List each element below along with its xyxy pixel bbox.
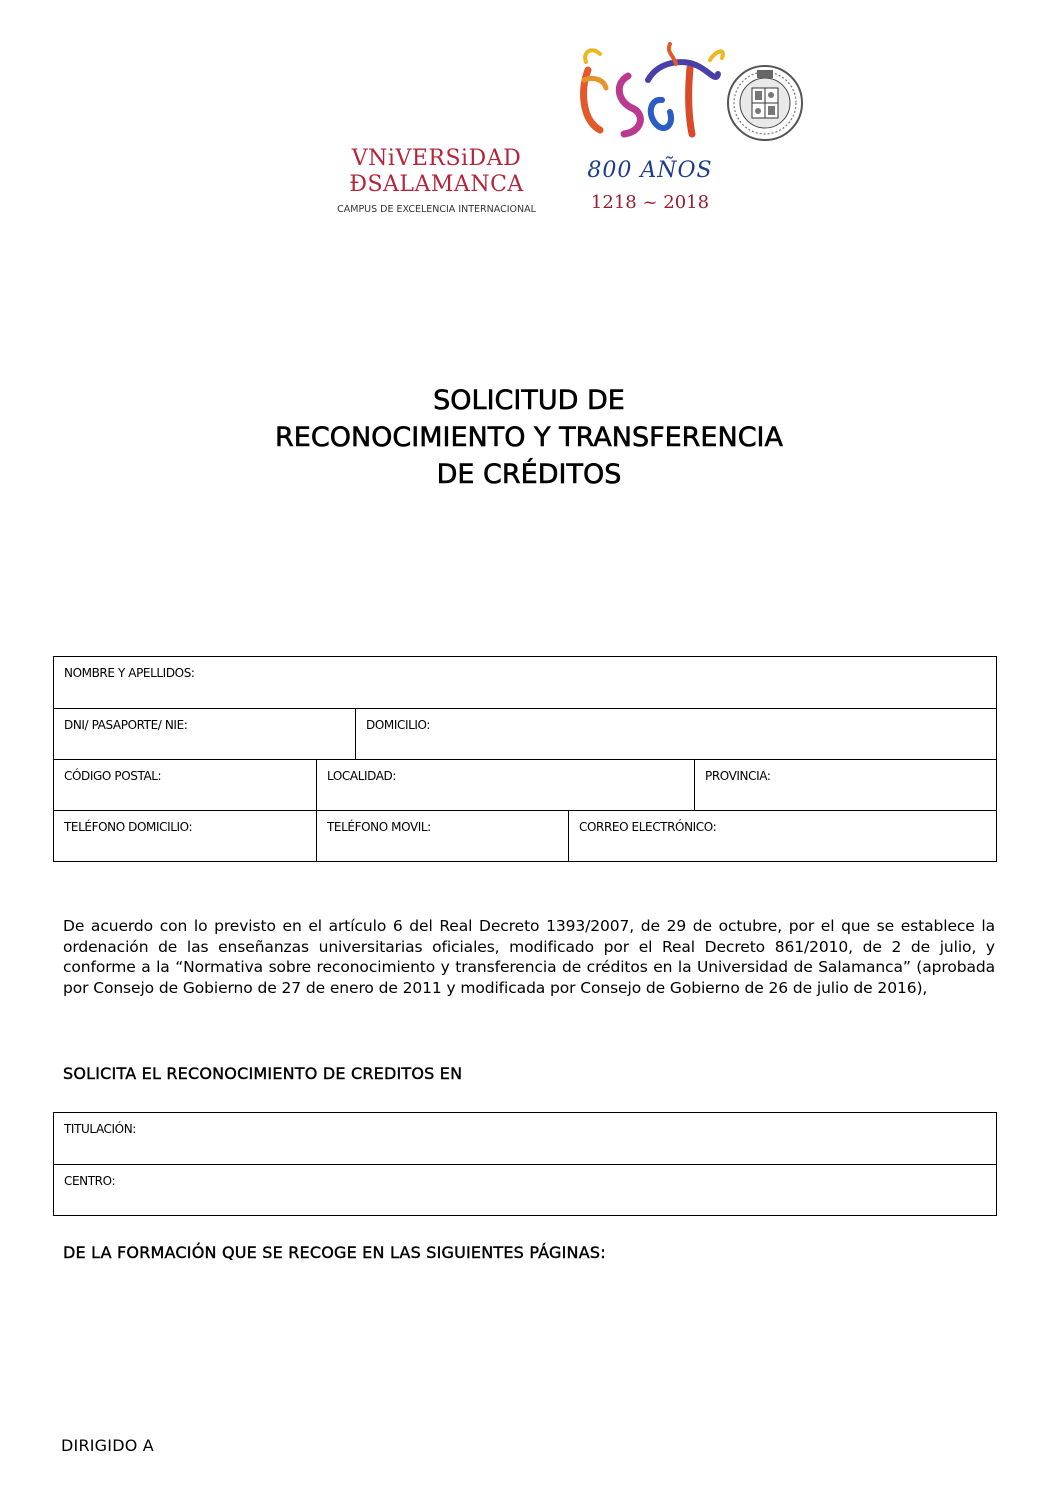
anniversary-emblem-icon bbox=[570, 40, 730, 155]
form-row-name bbox=[54, 657, 996, 708]
anniversary-text: 800 AÑOS bbox=[587, 158, 713, 183]
center-field[interactable] bbox=[54, 1165, 996, 1215]
university-name-line1: VNiVERSiDAD bbox=[351, 146, 522, 171]
form-row-contact bbox=[54, 810, 996, 861]
form-row-id bbox=[54, 708, 996, 759]
province-field[interactable] bbox=[694, 760, 996, 810]
province-label: PROVINCIA: bbox=[705, 769, 771, 783]
mobile-phone-label: TELÉFONO MOVIL: bbox=[327, 820, 431, 834]
anniversary-logo bbox=[570, 40, 730, 220]
locality-label: LOCALIDAD: bbox=[327, 769, 397, 783]
formacion-heading: DE LA FORMACIÓN QUE SE RECOGE EN LAS SIGUIENTES PÁGINAS: bbox=[63, 1243, 606, 1262]
university-logo bbox=[334, 64, 539, 216]
form-row-center bbox=[54, 1164, 996, 1215]
page-title-line3: DE CRÉDITOS bbox=[436, 459, 622, 490]
name-label: NOMBRE Y APELLIDOS: bbox=[64, 666, 195, 680]
locality-field[interactable] bbox=[316, 760, 694, 810]
email-field[interactable] bbox=[568, 811, 996, 861]
legal-paragraph: De acuerdo con lo previsto en el artículo 6 del Real Decreto 1393/2007, de 29 de octubre, por el que se establece la ordenación de las enseñanzas universitarias oficiales, modificado por el Real Decreto 861/2010, de 2 de julio, y conforme a la “Normativa sobre reconocimiento y transferencia de créditos en la Universidad de Salamanca” (aprobada por Consejo de Gobierno de 27 de enero de 2011 y modificada por Consejo de Gobierno de 26 de julio de 2016), bbox=[63, 917, 995, 997]
university-tagline: CAMPUS DE EXCELENCIA INTERNACIONAL bbox=[337, 204, 536, 215]
university-name-line2: ÐSALAMANCA bbox=[349, 172, 524, 197]
address-field[interactable] bbox=[355, 709, 996, 759]
page-title-line2: RECONOCIMIENTO Y TRANSFERENCIA bbox=[275, 422, 783, 453]
address-label: DOMICILIO: bbox=[366, 718, 430, 732]
email-label: CORREO ELECTRÓNICO: bbox=[579, 820, 717, 834]
form-row-degree bbox=[54, 1113, 996, 1164]
dni-field[interactable] bbox=[54, 709, 355, 759]
solicita-heading: SOLICITA EL RECONOCIMIENTO DE CREDITOS EN bbox=[63, 1064, 463, 1083]
home-phone-label: TELÉFONO DOMICILIO: bbox=[64, 820, 193, 834]
mobile-phone-field[interactable] bbox=[316, 811, 568, 861]
degree-field[interactable] bbox=[54, 1113, 996, 1164]
dni-label: DNI/ PASAPORTE/ NIE: bbox=[64, 718, 188, 732]
university-seal-icon bbox=[726, 64, 804, 142]
degree-label: TITULACIÓN: bbox=[64, 1122, 136, 1136]
center-label: CENTRO: bbox=[64, 1174, 116, 1188]
name-field[interactable] bbox=[54, 657, 996, 708]
anniversary-years: 1218 ~ 2018 bbox=[590, 192, 710, 213]
postal-code-label: CÓDIGO POSTAL: bbox=[64, 769, 162, 783]
page-title-line1: SOLICITUD DE bbox=[433, 385, 625, 416]
study-form bbox=[53, 1112, 997, 1216]
postal-code-field[interactable] bbox=[54, 760, 316, 810]
dirigido-label: DIRIGIDO A bbox=[61, 1436, 154, 1455]
form-row-location bbox=[54, 759, 996, 810]
personal-data-form bbox=[53, 656, 997, 862]
home-phone-field[interactable] bbox=[54, 811, 316, 861]
